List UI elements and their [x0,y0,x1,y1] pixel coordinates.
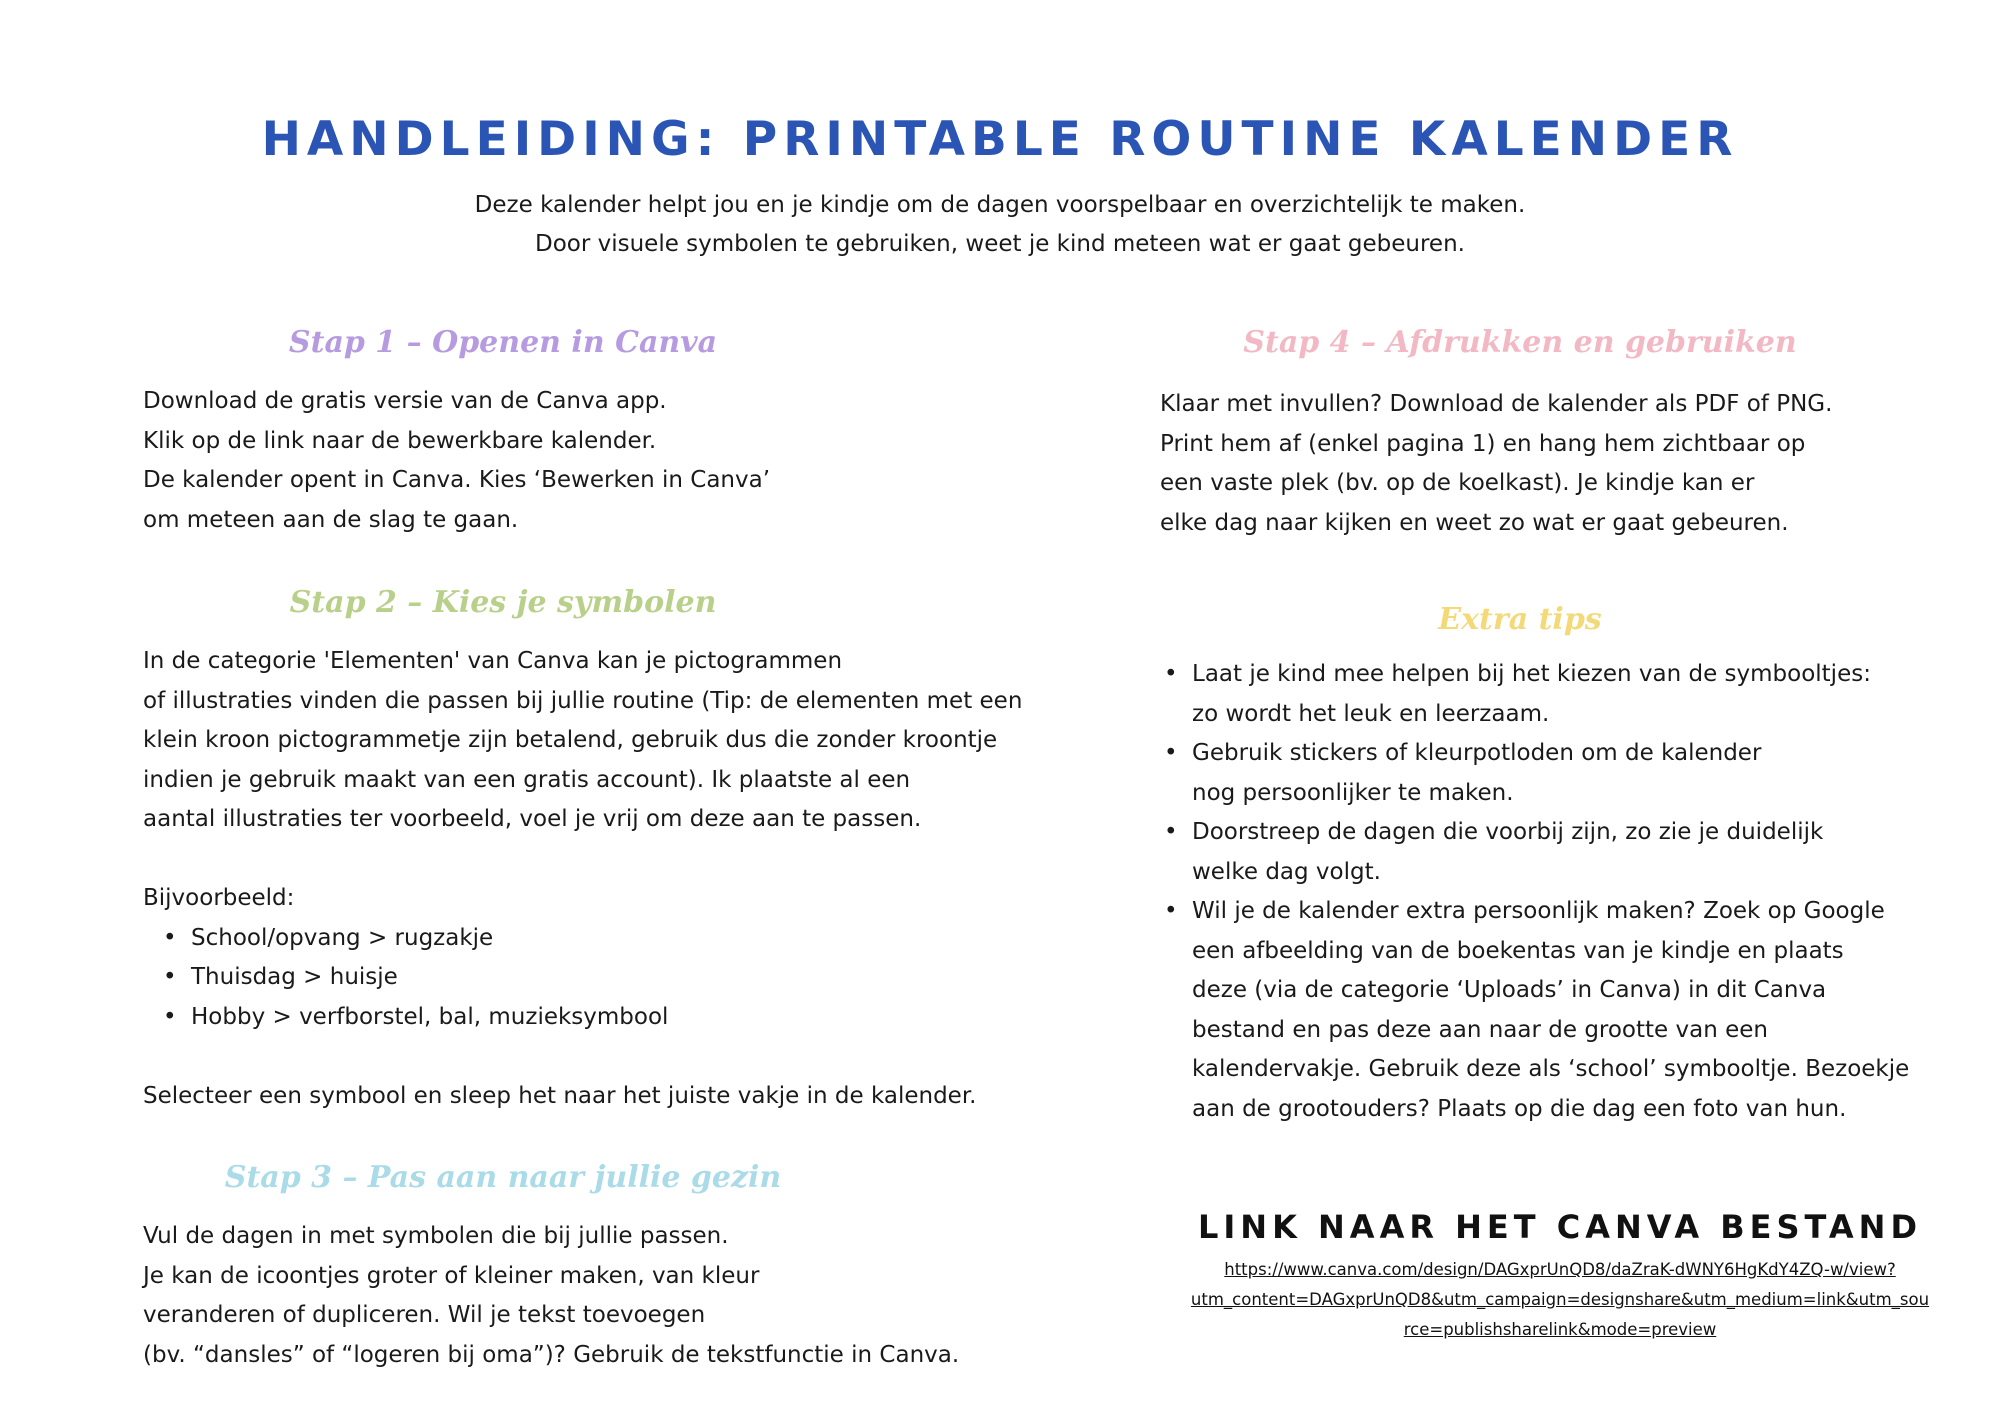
spacer [143,840,1022,880]
step2-line: of illustraties vinden die passen bij jullie routine (Tip: de elementen met een [143,687,1023,714]
link-title: LINK NAAR HET CANVA BESTAND [1198,1208,1922,1246]
step1-line: De kalender opent in Canva. Kies ‘Bewerken in Canva’ [143,467,771,493]
tip-text: welke dag volgt. [1192,858,1381,885]
step1-line: Klik op de link naar de bewerkbare kalender. [143,427,657,454]
step1-heading: Stap 1 – Openen in Canva [288,325,718,360]
example-list [143,919,1022,1038]
intro-text [0,186,2000,264]
list-item: • Hobby > verfborstel, bal, muzieksymbool [143,998,1022,1038]
example-label: Bijvoorbeeld: [143,885,295,911]
list-item [1160,655,1940,734]
tip-text: Wil je de kalender extra persoonlijk maken? Zoek op Google [1192,898,1885,924]
tip-text: zo wordt het leuk en leerzaam. [1192,700,1550,727]
step3-heading: Stap 3 – Pas aan naar jullie gezin [224,1160,782,1195]
link-url-line[interactable]: utm_content=DAGxprUnQD8&utm_campaign=designshare&utm_medium=link&utm_sou [1190,1290,1930,1309]
canva-link[interactable] [1150,1255,1970,1345]
intro-line: Deze kalender helpt jou en je kindje om de dagen voorspelbaar en overzichtelijk te maken. [474,192,1526,218]
step4-line: een vaste plek (bv. op de koelkast). Je kindje kan er [1160,470,1755,496]
tip-text: Gebruik stickers of kleurpotloden om de kalender [1192,740,1762,766]
step2-line: indien je gebruik maakt van een gratis account). Ik plaatste al een [143,766,911,793]
step2-line: In de categorie 'Elementen' van Canva kan je pictogrammen [143,648,843,674]
tip-text: aan de grootouders? Plaats op die dag een foto van hun. [1192,1095,1847,1122]
step3-line: (bv. “dansles” of “logeren bij oma”)? Gebruik de tekstfunctie in Canva. [143,1341,960,1368]
step4-line: Klaar met invullen? Download de kalender als PDF of PNG. [1160,391,1833,417]
step3-line: Vul de dagen in met symbolen die bij jullie passen. [143,1223,729,1249]
step4-heading: Stap 4 – Afdrukken en gebruiken [1243,325,1797,360]
step1-body [143,382,770,540]
step2-heading: Stap 2 – Kies je symbolen [289,585,717,620]
link-url-line[interactable]: https://www.canva.com/design/DAGxprUnQD8/daZraK-dWNY6HgKdY4ZQ-w/view? [1224,1260,1896,1279]
tip-text: Laat je kind mee helpen bij het kiezen van de symbooltjes: [1192,661,1871,687]
list-item: • Thuisdag > huisje [143,958,1022,998]
step2-body [143,642,1022,1116]
tip-text: een afbeelding van de boekentas van je kindje en plaats [1192,937,1844,964]
tip-text: bestand en pas deze aan naar de grootte van een [1192,1016,1768,1043]
step3-line: veranderen of dupliceren. Wil je tekst toevoegen [143,1302,706,1328]
step1-line: Download de gratis versie van de Canva app. [143,388,667,414]
list-item [1160,734,1940,813]
list-item [1160,892,1940,1129]
tips-heading: Extra tips [1438,602,1602,637]
tip-text: nog persoonlijker te maken. [1192,779,1514,806]
step1-line: om meteen aan de slag te gaan. [143,506,519,533]
link-url-line[interactable]: rce=publishsharelink&mode=preview [1403,1320,1717,1339]
step4-line: Print hem af (enkel pagina 1) en hang hem zichtbaar op [1160,430,1806,457]
step4-body [1160,385,1832,543]
tip-text: deze (via de categorie ‘Uploads’ in Canva) in dit Canva [1192,977,1827,1003]
step2-line: klein kroon pictogrammetje zijn betalend, gebruik dus die zonder kroontje [143,727,998,753]
spacer [143,1037,1022,1077]
tips-body [1160,655,1940,1129]
step3-line: Je kan de icoontjes groter of kleiner maken, van kleur [143,1262,760,1289]
intro-line: Door visuele symbolen te gebruiken, weet je kind meteen wat er gaat gebeuren. [535,231,1465,257]
list-item [1160,813,1940,892]
tips-list [1160,655,1940,1129]
step2-line: aantal illustraties ter voorbeeld, voel je vrij om deze aan te passen. [143,806,922,832]
step3-body [143,1217,959,1375]
tip-text: kalendervakje. Gebruik deze als ‘school’ symbooltje. Bezoekje [1192,1056,1910,1082]
step4-line: elke dag naar kijken en weet zo wat er gaat gebeuren. [1160,509,1789,536]
page-title: HANDLEIDING: PRINTABLE ROUTINE KALENDER [261,112,1739,167]
step2-closing: Selecteer een symbool en sleep het naar het juiste vakje in de kalender. [143,1082,977,1109]
tip-text: Doorstreep de dagen die voorbij zijn, zo zie je duidelijk [1192,819,1824,845]
list-item: • School/opvang > rugzakje [143,919,1022,959]
